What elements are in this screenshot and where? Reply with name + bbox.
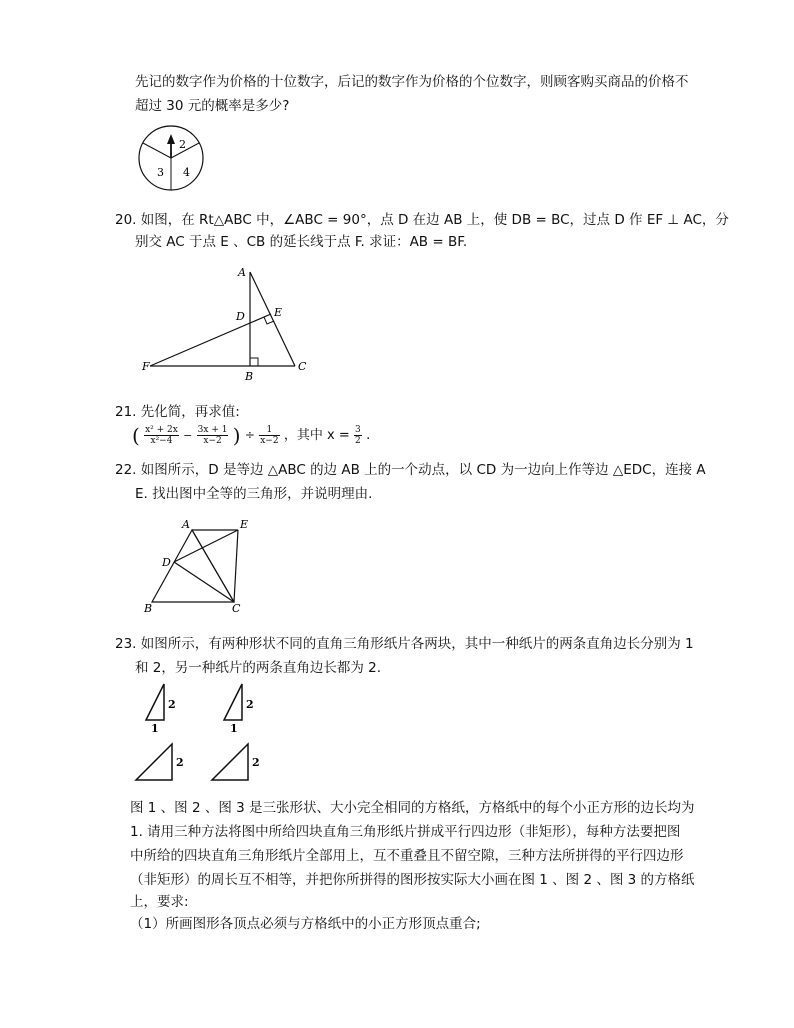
leg-label: 2 [252, 756, 260, 769]
spinner-label-3: 3 [157, 166, 164, 179]
q22-line1: 22. 如图所示，D 是等边 △ABC 的边 AB 上的一个动点，以 CD 为一边向上作等边 △EDC，连接 A [115, 462, 706, 478]
q23-line1: 23. 如图所示，有两种形状不同的直角三角形纸片各两块，其中一种纸片的两条直角边长分别为 1 [115, 636, 694, 652]
q23-line2: 和 2，另一种纸片的两条直角边长都为 2. [135, 660, 382, 676]
q22-line2: E. 找出图中全等的三角形，并说明理由. [135, 486, 373, 502]
spinner-label-2: 2 [179, 138, 186, 151]
label-c: C [298, 360, 307, 373]
spinner-label-4: 4 [183, 166, 190, 179]
triangle-pieces [130, 680, 290, 790]
leg-label: 2 [168, 698, 176, 711]
q20-line1: 20. 如图，在 Rt△ABC 中，∠ABC = 90°，点 D 在边 AB 上，使 DB = BC，过点 D 作 EF ⊥ AC，分 [115, 212, 729, 228]
spinner-figure [135, 126, 215, 196]
fraction-1: $\frac{\text{x² + 2x}}{\text{x²−4}}$ [145, 425, 178, 446]
q23-para2: 1. 请用三种方法将图中所给四块直角三角形纸片拼成平行四边形（非矩形），每种方法要把图 [130, 824, 681, 840]
label-c: C [232, 602, 241, 615]
q20-line2: 别交 AC 于点 E 、CB 的延长线于点 F. 求证：AB = BF. [135, 234, 468, 250]
fraction-x: $\frac{3}{2}$ [355, 425, 361, 446]
q19-line2: 超过 30 元的概率是多少? [135, 98, 290, 114]
q23-requirement-1: （1）所画图形各顶点必须与方格纸中的小正方形顶点重合; [130, 916, 481, 932]
label-b: B [144, 602, 153, 615]
fraction-3: $\frac{1}{x-2}$ [260, 425, 279, 446]
triangle-1x2-a [146, 684, 164, 720]
triangle-2x2-a [136, 744, 172, 780]
label-e: E [274, 306, 283, 319]
label-a: A [182, 518, 190, 531]
q23-para1: 图 1 、图 2 、图 3 是三张形状、大小完全相同的方格纸，方格纸中的每个小正方形的边长均为 [130, 800, 695, 816]
triangle-1x2-b [224, 684, 242, 720]
triangle-2x2-b [212, 744, 248, 780]
label-d: D [236, 310, 245, 323]
q23-para3: 中所给的四块直角三角形纸片全部用上，互不重叠且不留空隙，三种方法所拼得的平行四边形 [130, 848, 684, 864]
label-a: A [238, 266, 246, 279]
q21-expression: ( $\frac{\text{x² + 2x}}{\text{x²−4}}$ − $\frac{3x + 1}{x-2}$ ) ÷ $\frac{1}{x-2}$ ，其中 x = $\frac{3}{2}$ . [132, 423, 371, 448]
label-b: B [245, 370, 254, 383]
q22-figure [140, 516, 260, 616]
label-e: E [240, 518, 249, 531]
fraction-2: $\frac{3x + 1}{x-2}$ [197, 425, 228, 446]
q23-para5: 上，要求: [130, 894, 189, 910]
leg-label: 1 [151, 722, 159, 735]
q23-para4: （非矩形）的周长互不相等，并把你所拼得的图形按实际大小画在图 1 、图 2 、图 3 的方格纸 [130, 872, 695, 888]
leg-label: 1 [230, 722, 238, 735]
q20-figure [140, 262, 320, 387]
leg-label: 2 [246, 698, 254, 711]
label-d: D [162, 556, 171, 569]
q19-line1: 先记的数字作为价格的十位数字，后记的数字作为价格的个位数字，则顾客购买商品的价格不 [135, 74, 689, 90]
label-f: F [142, 360, 150, 373]
q21-line1: 21. 先化简，再求值: [115, 404, 240, 420]
leg-label: 2 [176, 756, 184, 769]
